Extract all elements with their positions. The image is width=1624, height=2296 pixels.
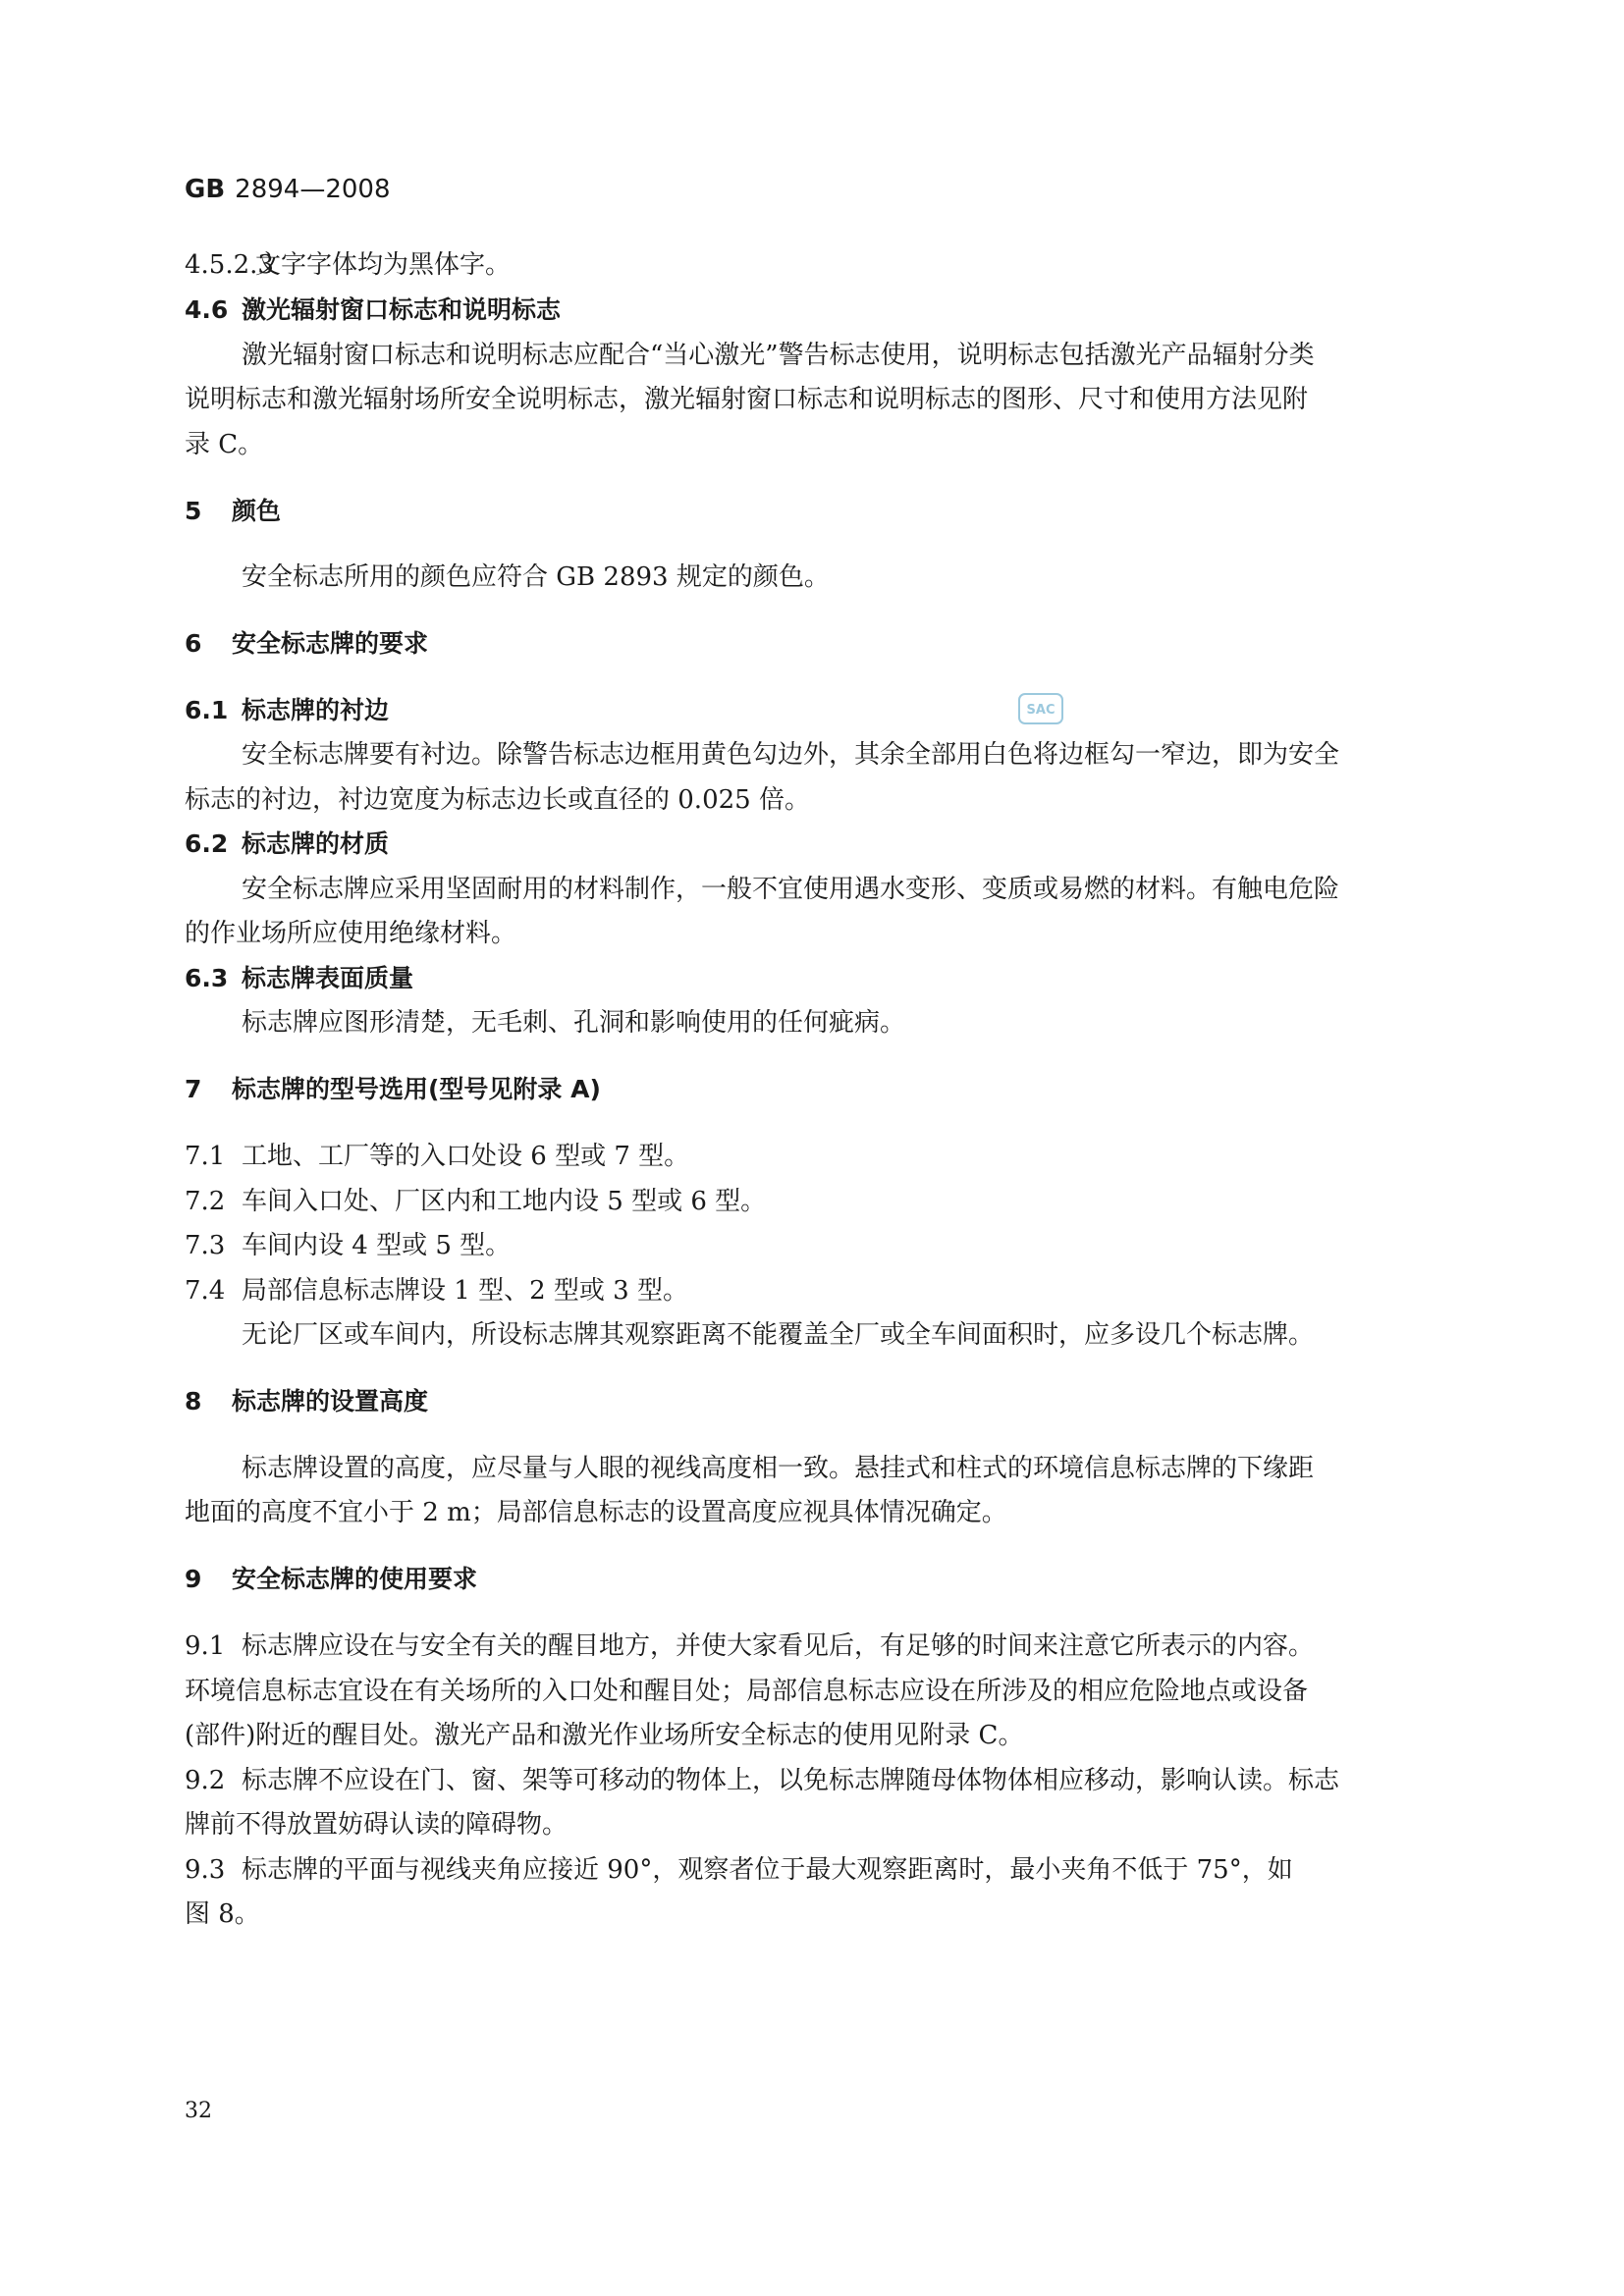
section-8-heading bbox=[185, 1385, 428, 1418]
heading-text: 标志牌的材质 bbox=[242, 829, 390, 858]
clause-number: 9.2 bbox=[185, 1766, 226, 1795]
clause-7-2 bbox=[185, 1185, 766, 1218]
paragraph-line: (部件)附近的醒目处。激光产品和激光作业场所安全标志的使用见附录 C。 bbox=[185, 1721, 1024, 1750]
section-title: 安全标志牌的使用要求 bbox=[232, 1565, 478, 1593]
paragraph-line: 激光辐射窗口标志和说明标志应配合“当心激光”警告标志使用，说明标志包括激光产品辐射分类 bbox=[242, 341, 1315, 370]
clause-7-4 bbox=[185, 1274, 688, 1308]
paragraph-line: 安全标志牌应采用坚固耐用的材料制作，一般不宜使用遇水变形、变质或易燃的材料。有触电危险 bbox=[242, 875, 1340, 904]
standard-prefix: GB bbox=[185, 175, 226, 204]
paragraph-line: 标志牌设置的高度，应尽量与人眼的视线高度相一致。悬挂式和柱式的环境信息标志牌的下缘距 bbox=[242, 1454, 1315, 1483]
section-6-heading bbox=[185, 627, 428, 661]
paragraph-line: 安全标志所用的颜色应符合 GB 2893 规定的颜色。 bbox=[242, 562, 830, 592]
clause-number: 4.5.2.3 bbox=[185, 250, 274, 280]
clause-4-5-2-3 bbox=[185, 248, 511, 282]
clause-7-1 bbox=[185, 1140, 689, 1173]
heading-text: 标志牌的衬边 bbox=[242, 696, 390, 724]
section-7-heading bbox=[185, 1073, 601, 1106]
watermark-text: SAC bbox=[1026, 703, 1056, 718]
heading-number: 4.6 bbox=[185, 295, 229, 324]
clause-text: 车间入口处、厂区内和工地内设 5 型或 6 型。 bbox=[242, 1187, 767, 1216]
section-9-heading bbox=[185, 1563, 477, 1596]
heading-6-2 bbox=[185, 828, 389, 861]
clause-7-3 bbox=[185, 1229, 511, 1262]
paragraph-line: 安全标志牌要有衬边。除警告标志边框用黄色勾边外，其余全部用白色将边框勾一窄边，即为安全 bbox=[242, 740, 1340, 770]
clause-text: 工地、工厂等的入口处设 6 型或 7 型。 bbox=[242, 1142, 690, 1171]
section-number: 6 bbox=[185, 629, 202, 658]
standard-number: 2894—2008 bbox=[235, 175, 391, 204]
section-title: 颜色 bbox=[232, 497, 282, 525]
section-title: 安全标志牌的要求 bbox=[232, 629, 429, 658]
clause-number: 7.3 bbox=[185, 1231, 226, 1260]
section-title: 标志牌的型号选用(型号见附录 A) bbox=[232, 1075, 601, 1103]
paragraph-line: 说明标志和激光辐射场所安全说明标志，激光辐射窗口标志和说明标志的图形、尺寸和使用方法见附 bbox=[185, 385, 1309, 414]
paragraph-line: 牌前不得放置妨碍认读的障碍物。 bbox=[185, 1810, 568, 1840]
heading-number: 6.1 bbox=[185, 696, 229, 724]
paragraph-line: 标志的衬边，衬边宽度为标志边长或直径的 0.025 倍。 bbox=[185, 785, 810, 815]
clause-text: 文字字体均为黑体字。 bbox=[255, 250, 512, 280]
heading-number: 6.3 bbox=[185, 964, 229, 992]
paragraph-line: 环境信息标志宜设在有关场所的入口处和醒目处；局部信息标志应设在所涉及的相应危险地点或设备 bbox=[185, 1677, 1309, 1706]
clause-text: 标志牌的平面与视线夹角应接近 90°，观察者位于最大观察距离时，最小夹角不低于 75°，如 bbox=[242, 1855, 1293, 1885]
clause-number: 7.2 bbox=[185, 1187, 226, 1216]
section-title: 标志牌的设置高度 bbox=[232, 1387, 429, 1415]
section-number: 5 bbox=[185, 497, 202, 525]
clause-number: 7.1 bbox=[185, 1142, 226, 1171]
heading-6-3 bbox=[185, 962, 413, 995]
page-number: 32 bbox=[185, 2099, 212, 2123]
paragraph-line: 图 8。 bbox=[185, 1899, 260, 1929]
sac-watermark-logo bbox=[1018, 693, 1063, 724]
clause-text: 车间内设 4 型或 5 型。 bbox=[242, 1231, 512, 1260]
clause-text: 标志牌应设在与安全有关的醒目地方，并使大家看见后，有足够的时间来注意它所表示的内容。 bbox=[242, 1631, 1315, 1661]
section-number: 8 bbox=[185, 1387, 202, 1415]
clause-number: 7.4 bbox=[185, 1276, 226, 1306]
clause-text: 标志牌不应设在门、窗、架等可移动的物体上，以免标志牌随母体物体相应移动，影响认读。标志 bbox=[242, 1766, 1340, 1795]
clause-9-2 bbox=[185, 1764, 1339, 1797]
standard-header bbox=[185, 173, 391, 206]
section-5-heading bbox=[185, 495, 281, 528]
section-number: 9 bbox=[185, 1565, 202, 1593]
heading-text: 标志牌表面质量 bbox=[242, 964, 414, 992]
clause-text: 局部信息标志牌设 1 型、2 型或 3 型。 bbox=[242, 1276, 688, 1306]
paragraph-line: 无论厂区或车间内，所设标志牌其观察距离不能覆盖全厂或全车间面积时，应多设几个标志牌。 bbox=[242, 1320, 1315, 1350]
paragraph-line: 的作业场所应使用绝缘材料。 bbox=[185, 919, 517, 948]
clause-number: 9.3 bbox=[185, 1855, 226, 1885]
paragraph-line: 地面的高度不宜小于 2 m；局部信息标志的设置高度应视具体情况确定。 bbox=[185, 1498, 1007, 1527]
clause-number: 9.1 bbox=[185, 1631, 226, 1661]
section-number: 7 bbox=[185, 1075, 202, 1103]
clause-9-3 bbox=[185, 1853, 1293, 1887]
heading-4-6 bbox=[185, 294, 561, 327]
heading-text: 激光辐射窗口标志和说明标志 bbox=[242, 295, 562, 324]
paragraph-line: 标志牌应图形清楚，无毛刺、孔洞和影响使用的任何疵病。 bbox=[242, 1008, 906, 1038]
paragraph-line: 录 C。 bbox=[185, 430, 264, 459]
heading-6-1 bbox=[185, 694, 389, 727]
clause-9-1 bbox=[185, 1629, 1314, 1663]
heading-number: 6.2 bbox=[185, 829, 229, 858]
